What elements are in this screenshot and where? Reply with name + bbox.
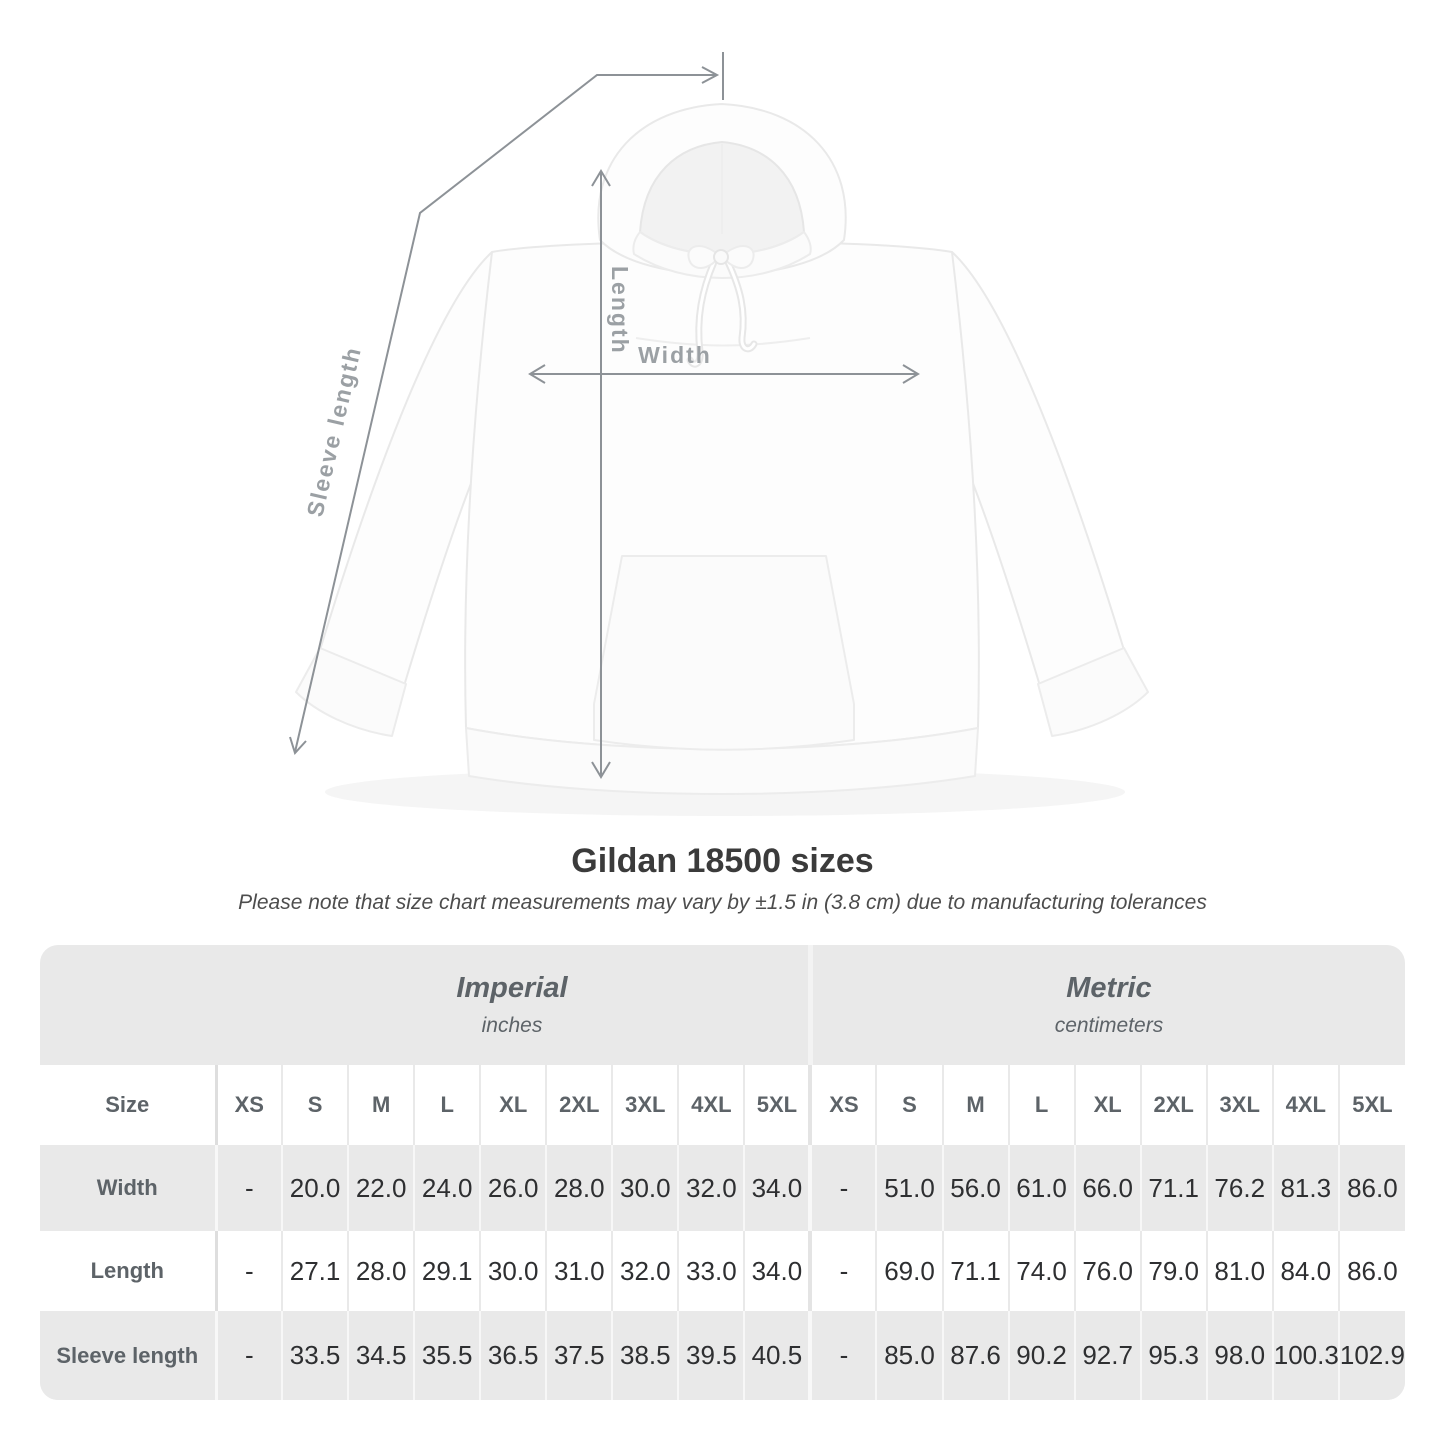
metric-value-cell: 86.0 [1339,1231,1405,1311]
metric-value-cell: - [810,1145,876,1231]
imperial-value-cell: 31.0 [546,1231,612,1311]
size-header-imperial-2xl: 2XL [546,1065,612,1145]
row-label-cell: Length [40,1231,216,1311]
imperial-unit-label: inches [481,1014,543,1037]
size-table-grid [40,945,1405,1400]
metric-value-cell: 84.0 [1273,1231,1339,1311]
size-column-header: Size [40,1065,216,1145]
imperial-value-cell: 28.0 [348,1231,414,1311]
size-header-metric-xs: XS [810,1065,876,1145]
unit-group-header-row [40,945,1405,1065]
imperial-value-cell: - [216,1311,282,1400]
metric-value-cell: 92.7 [1075,1311,1141,1400]
imperial-value-cell: 33.0 [678,1231,744,1311]
imperial-value-cell: 30.0 [480,1231,546,1311]
imperial-value-cell: 34.5 [348,1311,414,1400]
imperial-value-cell: 36.5 [480,1311,546,1400]
imperial-value-cell: 29.1 [414,1231,480,1311]
imperial-value-cell: 28.0 [546,1145,612,1231]
size-header-imperial-4xl: 4XL [678,1065,744,1145]
imperial-value-cell: 34.0 [744,1145,810,1231]
metric-value-cell: 71.1 [943,1231,1009,1311]
imperial-label: Imperial [456,972,568,1004]
size-header-imperial-3xl: 3XL [612,1065,678,1145]
metric-group-header [810,945,1405,1065]
imperial-value-cell: 33.5 [282,1311,348,1400]
imperial-value-cell: 24.0 [414,1145,480,1231]
imperial-value-cell: 37.5 [546,1311,612,1400]
metric-label: Metric [1066,972,1152,1004]
metric-value-cell: 51.0 [876,1145,942,1231]
size-header-metric-2xl: 2XL [1141,1065,1207,1145]
imperial-value-cell: 26.0 [480,1145,546,1231]
size-header-metric-3xl: 3XL [1207,1065,1273,1145]
imperial-value-cell: 39.5 [678,1311,744,1400]
size-header-imperial-m: M [348,1065,414,1145]
imperial-value-cell: 30.0 [612,1145,678,1231]
imperial-value-cell: 40.5 [744,1311,810,1400]
imperial-value-cell: - [216,1231,282,1311]
imperial-value-cell: - [216,1145,282,1231]
metric-value-cell: 90.2 [1009,1311,1075,1400]
metric-value-cell: 61.0 [1009,1145,1075,1231]
row-label-cell: Width [40,1145,216,1231]
metric-value-cell: 56.0 [943,1145,1009,1231]
imperial-value-cell: 32.0 [678,1145,744,1231]
metric-unit-label: centimeters [1054,1014,1164,1037]
size-header-metric-4xl: 4XL [1273,1065,1339,1145]
size-header-row [40,1065,1405,1145]
measurement-row-width [40,1145,1405,1231]
hoodie-pocket [594,556,854,750]
size-header-imperial-s: S [282,1065,348,1145]
size-header-metric-m: M [943,1065,1009,1145]
metric-value-cell: 66.0 [1075,1145,1141,1231]
metric-value-cell: 71.1 [1141,1145,1207,1231]
size-header-metric-l: L [1009,1065,1075,1145]
imperial-value-cell: 34.0 [744,1231,810,1311]
metric-value-cell: - [810,1231,876,1311]
row-label-cell: Sleeve length [40,1311,216,1400]
corner-cell [40,945,216,1065]
size-header-metric-xl: XL [1075,1065,1141,1145]
metric-value-cell: 81.3 [1273,1145,1339,1231]
size-header-imperial-5xl: 5XL [744,1065,810,1145]
metric-value-cell: 81.0 [1207,1231,1273,1311]
metric-value-cell: 98.0 [1207,1311,1273,1400]
length-measure-label: Length [607,266,633,355]
metric-value-cell: 69.0 [876,1231,942,1311]
size-table [40,945,1405,1400]
size-header-imperial-xl: XL [480,1065,546,1145]
size-header-imperial-xs: XS [216,1065,282,1145]
metric-value-cell: 79.0 [1141,1231,1207,1311]
sleeve-length-measure-label: Sleeve length [301,343,367,520]
metric-value-cell: 76.2 [1207,1145,1273,1231]
metric-value-cell: 87.6 [943,1311,1009,1400]
width-measure-label: Width [638,342,712,368]
imperial-group-header [216,945,810,1065]
imperial-value-cell: 22.0 [348,1145,414,1231]
metric-value-cell: 74.0 [1009,1231,1075,1311]
size-header-metric-s: S [876,1065,942,1145]
measurement-row-length [40,1231,1405,1311]
size-header-metric-5xl: 5XL [1339,1065,1405,1145]
metric-value-cell: 86.0 [1339,1145,1405,1231]
metric-value-cell: - [810,1311,876,1400]
size-header-imperial-l: L [414,1065,480,1145]
metric-value-cell: 100.3 [1273,1311,1339,1400]
metric-value-cell: 85.0 [876,1311,942,1400]
metric-value-cell: 76.0 [1075,1231,1141,1311]
metric-value-cell: 95.3 [1141,1311,1207,1400]
imperial-value-cell: 38.5 [612,1311,678,1400]
imperial-value-cell: 32.0 [612,1231,678,1311]
imperial-value-cell: 35.5 [414,1311,480,1400]
measurement-row-sleeve-length [40,1311,1405,1400]
imperial-value-cell: 20.0 [282,1145,348,1231]
metric-value-cell: 102.9 [1339,1311,1405,1400]
tolerance-note: Please note that size chart measurements may vary by ±1.5 in (3.8 cm) due to manufacturing tolerances [238,891,1207,914]
page-title: Gildan 18500 sizes [571,842,874,880]
imperial-value-cell: 27.1 [282,1231,348,1311]
